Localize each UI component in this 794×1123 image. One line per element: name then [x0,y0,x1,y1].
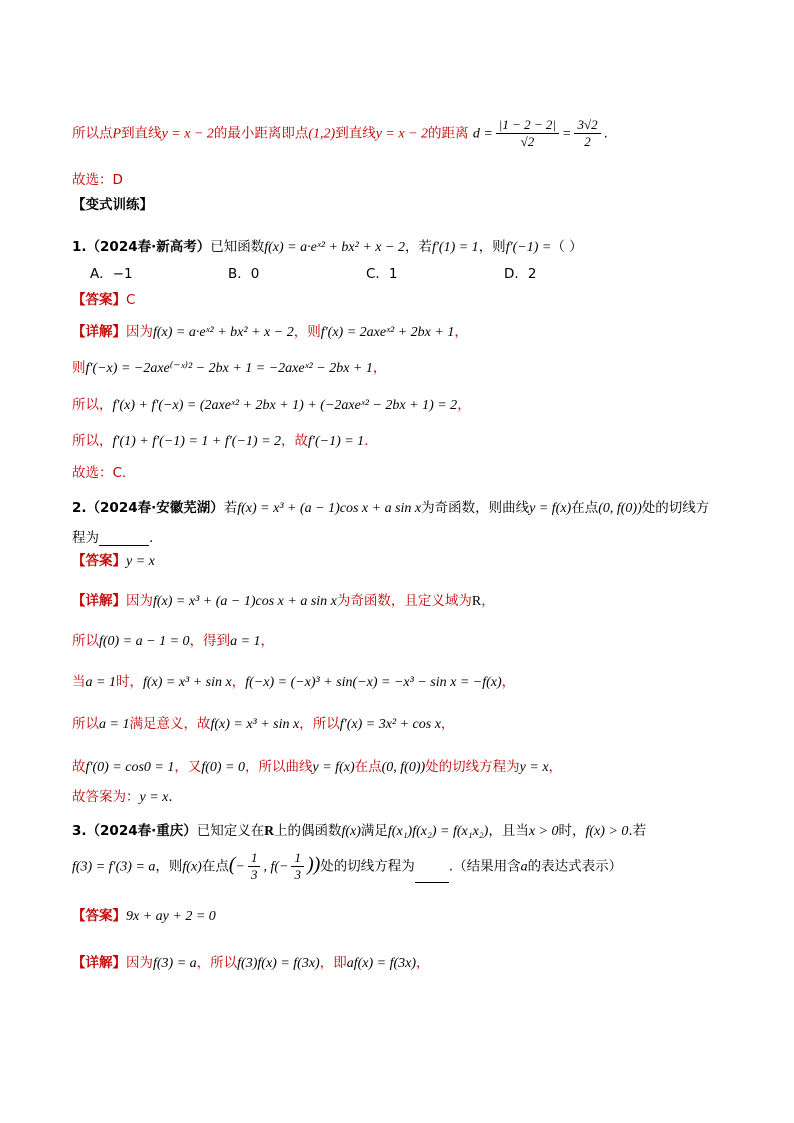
q2-detail-2 [72,629,274,650]
math: f(x) > 0 [585,824,629,839]
question-number: 2. [72,500,87,516]
result-fraction [574,117,600,150]
intro-text: 所以点 [72,125,113,142]
line-equation: y = x − 2 [161,126,214,142]
answer-blank [415,868,449,883]
math: f′(x) = 2axeˣ² + 2bx + 1 [320,325,455,340]
detail-text: 因为 [126,955,153,971]
detail-text: 处的切线方程为 [425,759,520,775]
detail-text: ，所以 [196,955,238,971]
detail-text: ， [372,360,387,376]
question-text: .若 [628,823,647,839]
detail-text: 在点 [354,759,382,775]
detail-text: ，则 [293,324,321,340]
point: (1,2) [308,126,336,142]
question-2-cont [72,526,153,546]
detail-text: ， [457,397,471,413]
detail-text: 所以， [72,397,113,413]
math: y = x [139,790,169,805]
q2-detail-3 [72,670,515,691]
math: f(x) [182,859,202,875]
detail-text: ，故 [281,433,309,449]
math: f(3)f(x) = f(3x) [237,956,320,971]
function-expression: f(x) = x³ + (a − 1)cos x + a sin x [237,501,422,516]
detail-text: 则 [72,360,86,376]
math: f′(x) + f′(−x) = (2axeˣ² + 2bx + 1) + (−2axeˣ² − 2bx + 1) = 2 [112,398,458,413]
answer-blank [99,531,149,546]
fraction-numerator: |1 − 2 − 2| [496,117,559,134]
math: a [520,859,528,875]
q1-detail-3 [72,393,471,414]
detail-text: . [168,789,173,805]
distance-fraction [496,117,559,150]
question-ask: f′(−1) = [505,240,552,255]
question-text: 的表达式表示） [527,858,623,875]
period: . [603,125,608,142]
question-text: 上的偶函数 [273,823,342,839]
detail-text: ，即 [319,955,347,971]
fraction-denominator: 3 [250,867,258,882]
detail-tag: 【详解】 [72,324,126,340]
question-text: 程为 [72,530,99,546]
question-text: 在点 [571,500,599,516]
math: f′(x) = 3x² + cos x [339,717,441,732]
question-text: 处的切线方程为 [320,858,415,875]
fraction [248,850,261,883]
option-c: C．1 [366,266,398,282]
function-expression: f(x) = a·eˣ² + bx² + x − 2 [264,240,405,255]
question-2 [72,496,709,517]
q2-final [72,785,173,806]
math: f(x) = x³ + (a − 1)cos x + a sin x [153,594,337,609]
detail-text: 所以 [72,716,99,732]
math: − [235,859,245,875]
intro-text: 到直线 [335,125,376,142]
answer-tag: 【答案】 [72,553,126,569]
math: af(x) = f(3x) [346,956,417,971]
detail-text: ， [501,674,516,690]
math: f′(1) + f′(−1) = 1 + f′(−1) = 2 [112,434,282,449]
question-3 [72,819,646,840]
option-d: D．2 [504,266,537,282]
condition: f′(1) = 1 [431,240,479,255]
question-text: 时， [558,823,586,839]
intro-line [72,117,608,150]
detail-text: ， [548,759,563,775]
question-1 [72,235,583,256]
detail-text: 满足意义，故 [129,716,211,732]
math: )) [306,853,321,876]
detail-text: 因为 [126,324,153,340]
question-text: . [149,530,154,546]
answer-value: y = x [126,554,155,569]
distance-lhs: d = [472,126,493,142]
detail-tag: 【详解】 [72,593,126,609]
math: x > 0 [528,824,559,839]
detail-text: 所以， [72,433,113,449]
question-source: （2024春·重庆） [86,823,197,839]
question-text: ，且当 [488,823,529,839]
detail-text: 故答案为： [72,789,140,805]
detail-text: ， [231,674,246,690]
question-text: 处的切线方 [641,500,710,516]
q1-detail-2 [72,356,386,377]
q1-detail-4 [72,429,368,450]
line-equation: y = x − 2 [375,126,429,142]
q2-detail-4 [72,712,454,733]
math: f′(0) = cos0 = 1 [85,760,175,775]
var-p: P [112,126,122,142]
option-a: A．−1 [90,266,133,282]
question-3-cont [72,850,622,883]
detail-text: 当 [72,674,86,690]
q3-detail-1 [72,951,430,972]
detail-text: ，所以曲线 [245,759,313,775]
answer-value: 9x + ay + 2 = 0 [126,909,216,924]
question-text: 为奇函数，则曲线 [421,500,530,516]
answer-tag: 【答案】 [72,908,126,924]
q1-answer [72,288,135,308]
question-text: 满足 [360,823,388,839]
math: f(x) = x³ + sin x [210,717,300,732]
math: (0, f(0)) [381,760,426,775]
fraction [291,850,304,883]
detail-text: 因为 [126,593,153,609]
math: y = x [519,760,549,775]
detail-tag: 【详解】 [72,955,126,971]
math: f(0) = 0 [201,760,246,775]
detail-text: 所以 [72,633,99,649]
detail-text: ，得到 [189,633,231,649]
question-text: ，若 [404,239,432,255]
intro-choice: 故选：D [72,172,123,188]
q2-detail-5 [72,755,562,776]
question-source: （2024春·新高考） [86,239,211,255]
detail-text: ，又 [174,759,202,775]
math: R [264,823,274,838]
question-number: 3. [72,823,87,839]
q3-answer [72,904,216,925]
detail-text: ，所以 [299,716,340,732]
intro-text: 的最小距离即点 [213,125,309,142]
q2-answer [72,549,155,570]
fraction-denominator: 3 [294,867,301,882]
math: f(0) = a − 1 = 0 [99,634,190,649]
point: (0, f(0)) [598,501,642,516]
question-source: （2024春·安徽芜湖） [86,500,224,516]
math: a = 1 [85,675,116,690]
math: ( [228,853,236,876]
math: f(x₁)f(x₂) = f(x₁x₂) [387,824,489,839]
answer-value: C [126,292,136,308]
question-number: 1. [72,239,87,255]
detail-text: . [364,433,369,449]
curve: y = f(x) [529,501,572,516]
detail-text: ， [481,593,495,609]
fraction-denominator: √2 [520,134,535,149]
math: a = 1 [230,634,261,649]
answer-paren: （ ） [551,239,583,255]
answer-tag: 【答案】 [72,292,126,308]
math: f(x) = x³ + sin x [142,675,232,690]
q1-options [90,262,642,282]
detail-text: 故 [72,759,86,775]
math: , f(− [263,859,289,875]
option-b: B．0 [228,266,260,282]
math: R [471,594,482,609]
detail-text: ， [454,324,468,340]
math: y = f(x) [312,760,355,775]
math: a = 1 [99,717,130,732]
detail-text: 为奇函数，且定义域为 [336,593,472,609]
section-heading: 【变式训练】 [72,197,153,213]
intro-text: 到直线 [121,125,162,142]
math: f(x) = a·eˣ² + bx² + x − 2 [153,325,294,340]
question-text: .（结果用含 [448,858,521,875]
detail-text: ， [260,633,275,649]
math: f(−x) = (−x)³ + sin(−x) = −x³ − sin x = −f(x) [245,675,502,690]
question-text: 已知定义在 [196,823,265,839]
fraction-numerator: 1 [291,850,304,867]
intro-text: 的距离 [428,125,469,142]
fraction-numerator: 1 [248,850,261,867]
math: f′(−x) = −2axe⁽⁻ˣ⁾² − 2bx + 1 = −2axeˣ² − 2bx + 1 [85,361,373,376]
question-text: ，则 [155,858,183,875]
q2-detail-1 [72,589,495,610]
question-text: ，则 [478,239,506,255]
detail-text: ， [440,716,455,732]
equals-sign: = [562,126,572,142]
math: f(x) [341,824,361,839]
question-text: 在点 [201,858,229,875]
q1-detail-1 [72,320,468,341]
math: f(3) = f′(3) = a [72,859,156,875]
question-text: 已知函数 [210,239,265,255]
q1-choice: 故选：C. [72,465,127,481]
fraction-numerator: 3√2 [574,117,600,134]
detail-text: 时， [115,674,143,690]
math: f′(−1) = 1 [308,434,365,449]
math: f(3) = a [153,956,197,971]
fraction-denominator: 2 [584,134,591,149]
detail-text: ， [416,955,430,971]
question-text: 若 [223,500,238,516]
